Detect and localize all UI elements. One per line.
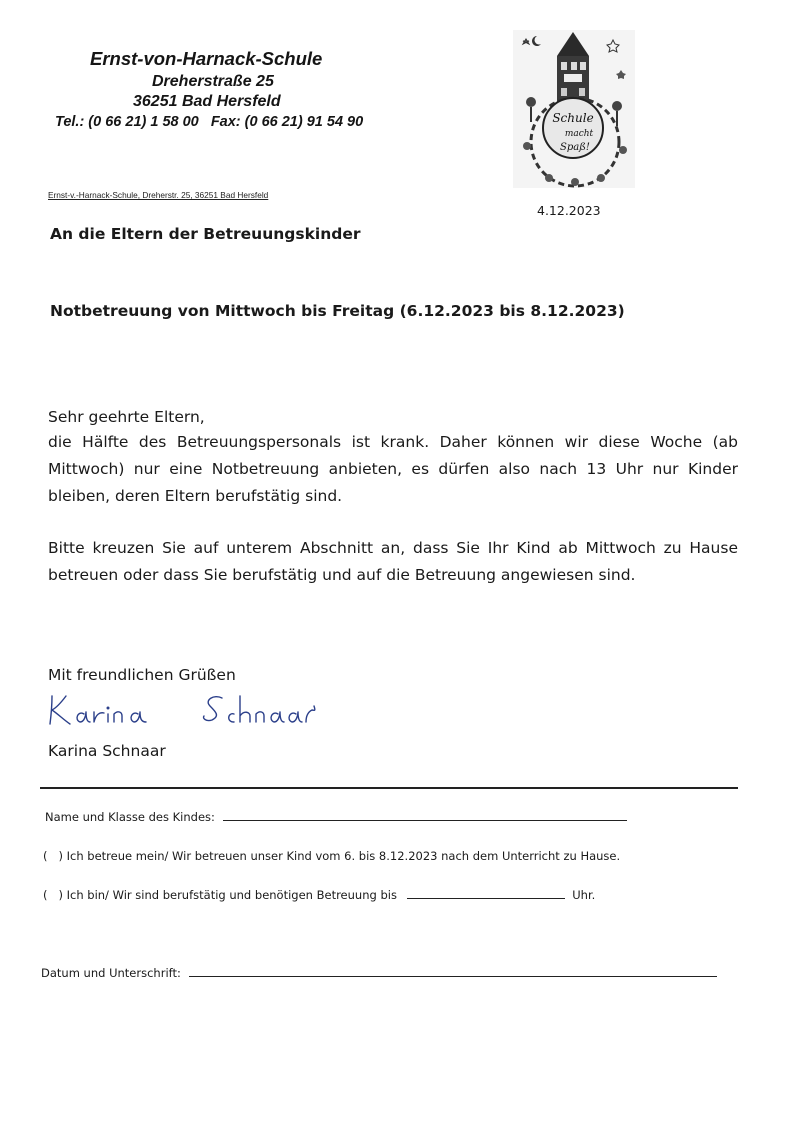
option-home-care-checkbox[interactable]: ( ) [43,849,63,863]
logo-text-2: macht [564,129,594,139]
option-home-care-row [43,849,620,863]
closing: Mit freundlichen Grüßen [48,666,236,684]
option-home-care-label: Ich betreue mein/ Wir betreuen unser Kind vom 6. bis 8.12.2023 nach dem Unterricht zu Hause. [66,849,621,863]
paragraph-1: die Hälfte des Betreuungspersonals ist krank. Daher können wir diese Woche (ab Mittwoch) nur eine Notbetreuung anbieten, es dürfen also nach 13 Uhr nur Kinder bleiben, deren Eltern berufstätig sind. [48,433,738,505]
option-working-row [43,888,595,902]
salutation: Sehr geehrte Eltern, [48,408,205,426]
date-signature-field[interactable] [189,975,717,977]
date-signature-label: Datum und Unterschrift: [41,966,181,980]
school-contact: Tel.: (0 66 21) 1 58 00 Fax: (0 66 21) 91 54 90 [55,114,364,130]
sender-line: Ernst-v.-Harnack-Schule, Dreherstr. 25, 36251 Bad Hersfeld [48,190,269,200]
school-city: 36251 Bad Hersfeld [133,93,281,110]
school-logo [513,30,635,188]
school-street: Dreherstraße 25 [152,73,274,90]
school-drawing-logo [513,30,635,188]
care-until-suffix: Uhr. [572,888,596,902]
subject-line: Notbetreuung von Mittwoch bis Freitag (6.12.2023 bis 8.12.2023) [50,302,625,320]
logo-text-3: Spaß! [560,142,590,153]
signer-name: Karina Schnaar [48,742,166,760]
recipient: An die Eltern der Betreuungskinder [50,225,361,243]
option-working-checkbox[interactable]: ( ) [43,888,63,902]
paragraph-2: Bitte kreuzen Sie auf unterem Abschnitt an, dass Sie Ihr Kind ab Mittwoch zu Hause betreuen oder dass Sie berufstätig und auf die Betreuung angewiesen sind. [48,539,738,584]
school-name: Ernst-von-Harnack-Schule [90,48,323,69]
child-name-row [45,810,627,824]
handwritten-signature [44,686,334,732]
date-signature-row [41,966,717,980]
letter-date: 4.12.2023 [537,203,601,218]
section-divider [40,787,738,789]
logo-text-1: Schule [552,111,594,125]
signature [44,686,334,732]
child-name-field[interactable] [223,819,627,821]
option-working-label: Ich bin/ Wir sind berufstätig und benötigen Betreuung bis [66,888,397,902]
child-name-label: Name und Klasse des Kindes: [45,810,215,824]
care-until-field[interactable] [407,897,565,899]
